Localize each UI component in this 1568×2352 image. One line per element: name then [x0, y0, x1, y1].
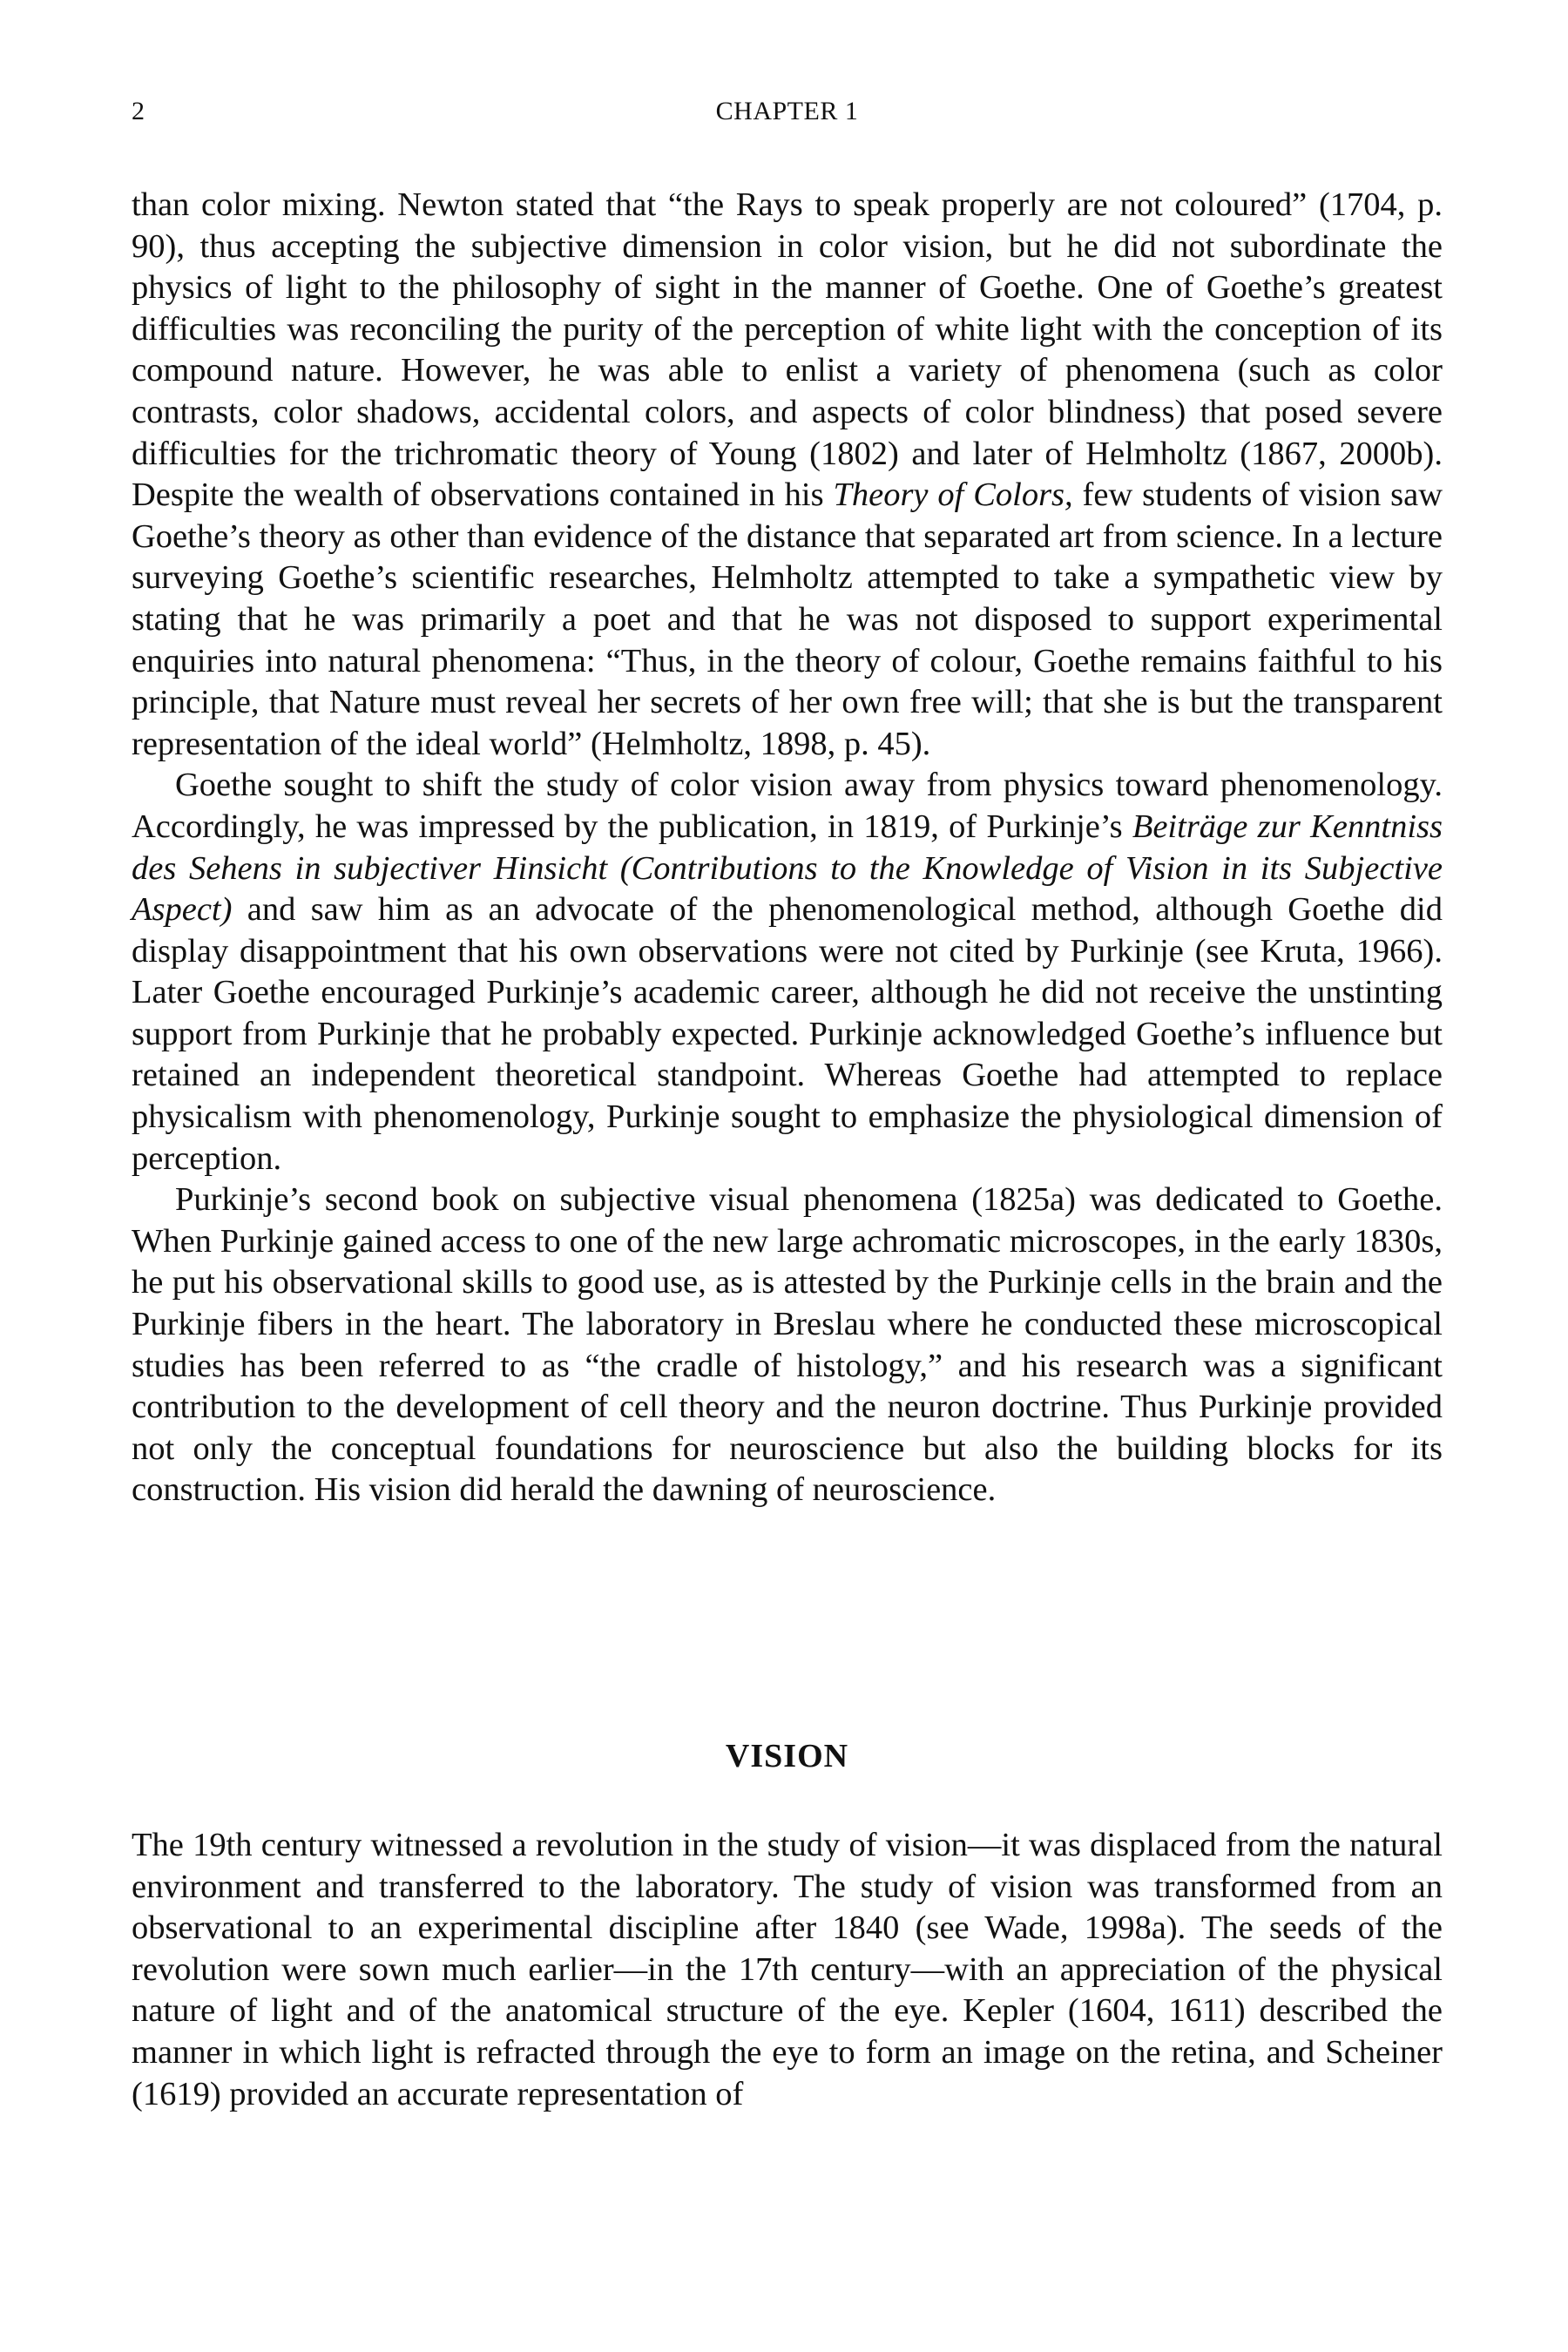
book-title-beitrage: Beiträge zur Kenntniss des Sehens in subjectiver Hinsicht (Contributions to the Knowledge of Vision in its Subjective Aspect) [132, 808, 1443, 929]
running-head [132, 94, 1443, 129]
paragraph-purkinje-histology [132, 1179, 1443, 1511]
chapter-label: CHAPTER 1 [715, 97, 859, 125]
text-run: few students of vision saw Goethe’s theory as other than evidence of the distance that separated art from science. In a lecture surveying Goethe’s scientific researches, Helmholtz attempted to take a sympathetic view by stating that he was primarily a poet and that he was not disposed to support experimental enquiries into natural phenomena: “Thus, in the theory of colour, Goethe remains faithful to his principle, that Nature must reveal her secrets of her own free will; that she is but the transparent representation of the ideal world” (Helmholtz, 1898, p. 45). [132, 476, 1443, 762]
text-run: Goethe sought to shift the study of color vision away from physics toward phenomenology. Accordingly, he was impressed by the publication, in 1819, of Purkinje’s [132, 767, 1443, 845]
paragraph-newton-goethe [132, 185, 1443, 765]
book-title-theory-of-colors: Theory of Colors, [833, 476, 1073, 514]
text-run: than color mixing. Newton stated that “the Rays to speak properly are not coloured” (1704, p. 90), thus accepting the subjective dimension in color vision, but he did not subordinate the physics of light to the philosophy of sight in the manner of Goethe. One of Goethe’s greatest difficulties was reconciling the purity of the perception of white light with the conception of its compound nature. However, he was able to enlist a variety of phenomena (such as color contrasts, color shadows, accidental colors, and aspects of color blindness) that posed severe difficulties for the trichromatic theory of Young (1802) and later of Helmholtz (1867, 2000b). Despite the wealth of observations contained in his [132, 186, 1443, 514]
body-text [132, 185, 1443, 1511]
text-run: Purkinje’s second book on subjective visual phenomena (1825a) was dedicated to Goethe. When Purkinje gained access to one of the new large achromatic microscopes, in the early 1830s, he put his observational skills to good use, as is attested by the Purkinje cells in the brain and the Purkinje fibers in the heart. The laboratory in Breslau where he conducted these microscopical studies has been referred to as “the cradle of histology,” and his research was a significant contribution to the development of cell theory and the neuron doctrine. Thus Purkinje provided not only the conceptual foundations for neuroscience but also the building blocks for its construction. His vision did herald the dawning of neuroscience. [132, 1181, 1443, 1509]
paragraph-vision-revolution [132, 1825, 1443, 2115]
text-run: and saw him as an advocate of the phenomenological method, although Goethe did display disappointment that his own observations were not cited by Purkinje (see Kruta, 1966). Later Goethe encouraged Purkinje’s academic career, although he did not receive the unstinting support from Purkinje that he probably expected. Purkinje acknowledged Goethe’s influence but retained an independent theoretical standpoint. Whereas Goethe had attempted to replace physicalism with phenomenology, Purkinje sought to emphasize the physiological dimension of perception. [132, 891, 1443, 1177]
paragraph-goethe-phenomenology [132, 765, 1443, 1179]
page-number: 2 [132, 97, 145, 125]
text-run: The 19th century witnessed a revolution in the study of vision—it was displaced from the natural environment and transferred to the laboratory. The study of vision was transformed from an observational to an experimental discipline after 1840 (see Wade, 1998a). The seeds of the revolution were sown much earlier—in the 17th century—with an appreciation of the physical nature of light and of the anatomical structure of the eye. Kepler (1604, 1611) described the manner in which light is refracted through the eye to form an image on the retina, and Scheiner (1619) provided an accurate representation of [132, 1827, 1443, 2112]
section-heading: VISION [725, 1738, 849, 1774]
section-body-text [132, 1825, 1443, 2115]
